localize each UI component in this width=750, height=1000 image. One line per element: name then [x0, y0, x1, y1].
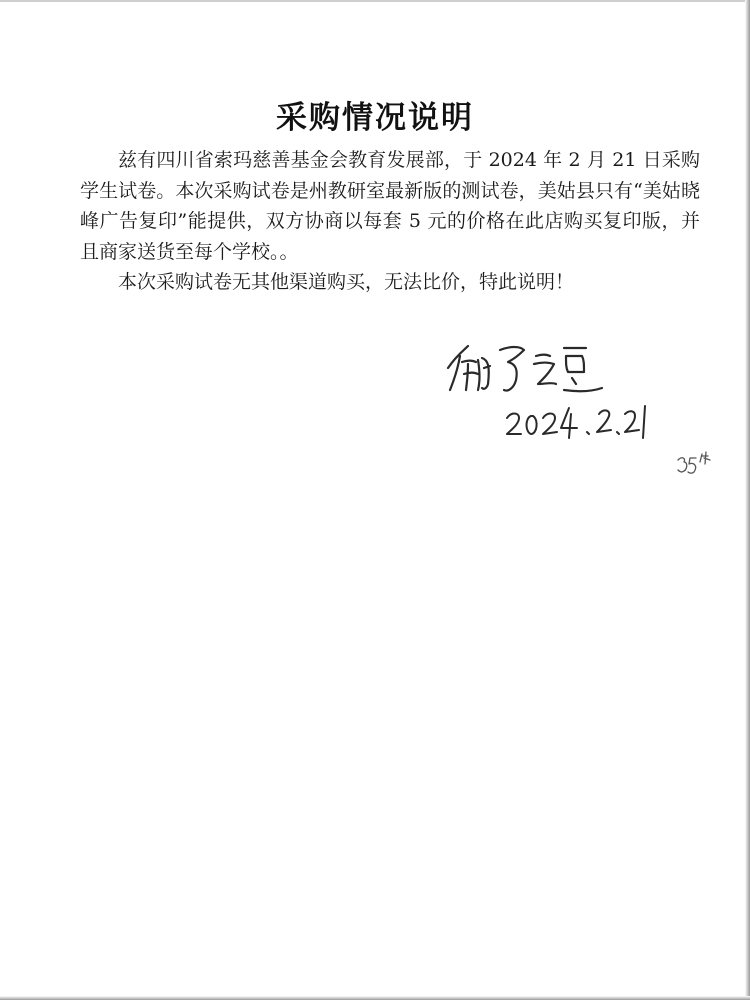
handwritten-signature: [438, 338, 608, 398]
handwritten-margin-note: [676, 450, 716, 480]
paragraph-purchase-details: 兹有四川省索玛慈善基金会教育发展部，于 2024 年 2 月 21 日采购学生试卷。本次采购试卷是州教研室最新版的测试卷，美姑县只有“美姑晓峰广告复印”能提供，双方协商以每套 5 元的价格在此店购买复印版，并且商家送货至每个学校。。: [80, 149, 700, 263]
paragraph-statement: 本次采购试卷无其他渠道购买，无法比价，特此说明！: [118, 271, 575, 293]
page-edge-bottom: [0, 996, 750, 1000]
document-title: 采购情况说明: [276, 100, 474, 136]
document-body: [80, 145, 700, 298]
page-edge-right: [745, 0, 750, 1000]
page-edge-top: [0, 0, 750, 2]
handwritten-date: [503, 402, 653, 442]
